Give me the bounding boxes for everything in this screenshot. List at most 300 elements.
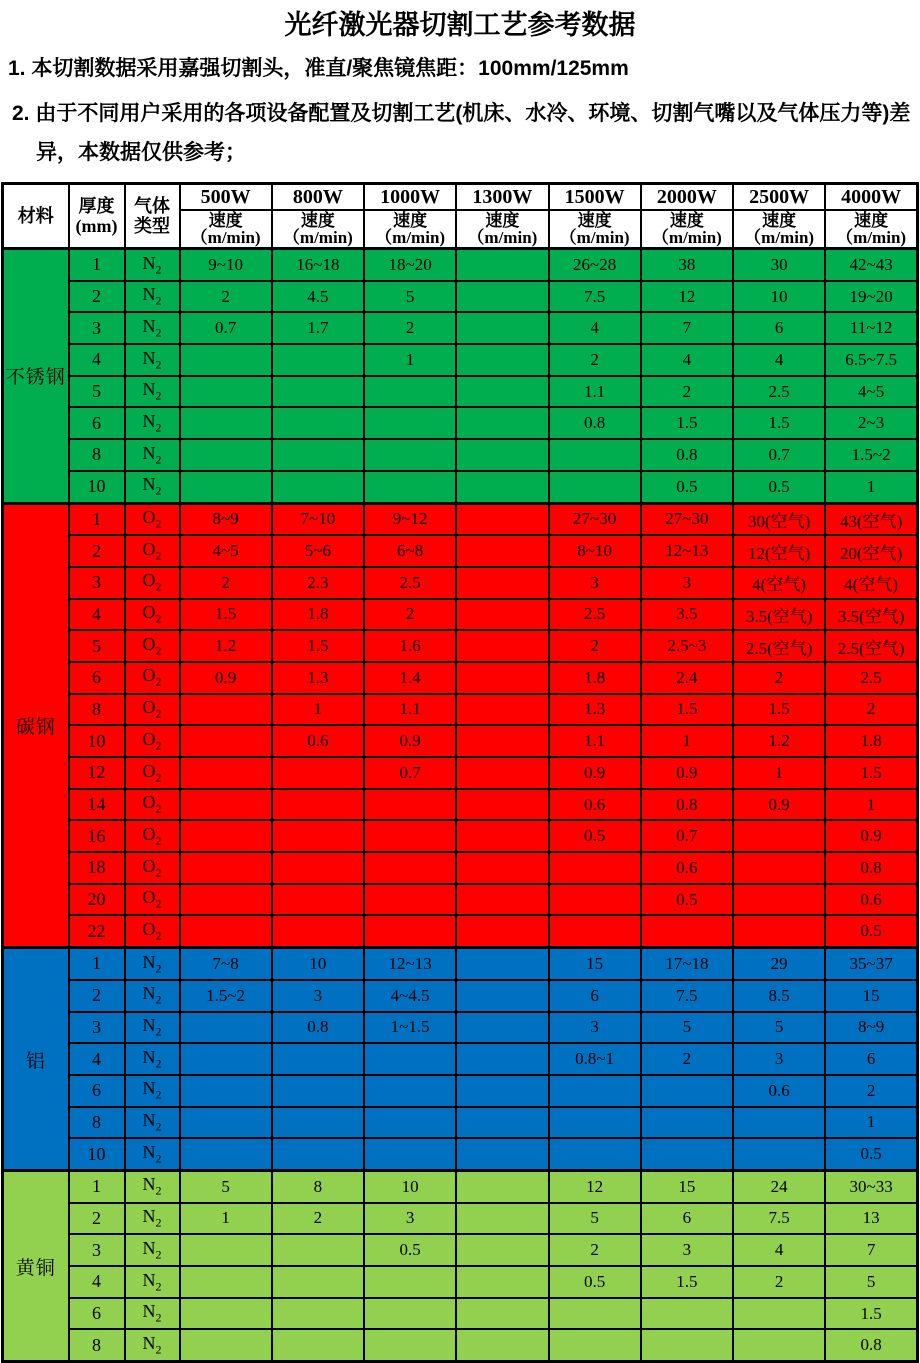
gas-subscript: 2 [155,1184,162,1199]
speed-cell: 9~10 [180,249,272,281]
speed-cell: 16~18 [272,249,364,281]
gas-cell [125,1107,180,1139]
speed-cell [180,884,272,916]
thickness-cell: 6 [69,1075,125,1107]
speed-cell [272,820,364,852]
speed-cell: 3 [641,567,733,599]
cutting-data-table [1,182,919,1363]
speed-cell: 0.8 [272,1012,364,1044]
speed-cell [456,376,548,408]
table-row [3,1170,918,1202]
gas-subscript: 2 [155,1215,162,1230]
speed-cell [364,1329,456,1361]
gas-subscript: 2 [155,452,162,467]
speed-cell [456,980,548,1012]
speed-cell [549,1075,641,1107]
speed-cell: 1 [364,344,456,376]
table-row [3,567,918,599]
speed-cell [456,884,548,916]
speed-cell [456,1203,548,1235]
speed-cell: 2.4 [641,662,733,694]
speed-cell: 1.5~2 [180,980,272,1012]
thickness-cell: 3 [69,312,125,344]
speed-cell [180,694,272,726]
gas-cell [125,1234,180,1266]
gas-symbol: O [142,728,156,749]
gas-cell [125,694,180,726]
gas-symbol: N [142,410,156,431]
speed-cell: 0.8 [641,789,733,821]
speed-cell [456,1298,548,1330]
speed-cell [272,915,364,947]
speed-cell: 1.5 [641,1266,733,1298]
gas-subscript: 2 [155,388,162,403]
speed-cell [456,535,548,567]
speed-cell: 1.3 [549,694,641,726]
gas-symbol: N [142,1141,156,1162]
thickness-cell: 5 [69,376,125,408]
speed-cell [272,439,364,471]
header-thickness [69,184,125,249]
gas-subscript: 2 [155,1342,162,1357]
notes-block [6,54,914,172]
speed-cell [180,407,272,439]
speed-cell: 7.5 [733,1203,825,1235]
gas-symbol: N [142,474,156,495]
table-row [3,1234,918,1266]
speed-cell [549,439,641,471]
speed-cell: 0.8 [641,439,733,471]
header-power-1300w: 1300W [456,184,548,211]
speed-cell: 4(空气) [825,567,917,599]
speed-cell: 1.8 [549,662,641,694]
gas-symbol: O [142,602,156,623]
thickness-cell: 3 [69,567,125,599]
gas-symbol: N [142,1269,156,1290]
gas-subscript: 2 [155,801,162,816]
speed-cell: 1 [825,471,917,503]
speed-cell: 3 [641,1234,733,1266]
speed-cell [456,1266,548,1298]
gas-subscript: 2 [155,293,162,308]
gas-cell [125,281,180,313]
thickness-cell: 1 [69,249,125,281]
table-row [3,915,918,947]
speed-cell [641,1075,733,1107]
speed-cell: 5 [180,1170,272,1202]
thickness-cell: 1 [69,948,125,980]
gas-symbol: O [142,570,156,591]
gas-subscript: 2 [155,992,162,1007]
speed-cell: 17~18 [641,948,733,980]
speed-cell: 10 [733,281,825,313]
speed-cell [549,471,641,503]
speed-cell: 0.9 [549,757,641,789]
thickness-cell: 8 [69,1329,125,1361]
speed-cell: 12(空气) [733,535,825,567]
speed-cell: 12 [549,1170,641,1202]
speed-cell: 3.5(空气) [825,599,917,631]
gas-cell [125,630,180,662]
thickness-cell: 16 [69,820,125,852]
table-row [3,630,918,662]
gas-subscript: 2 [155,1151,162,1166]
gas-subscript: 2 [155,928,162,943]
speed-cell: 1.8 [272,599,364,631]
speed-cell [549,1107,641,1139]
speed-cell [364,1138,456,1170]
gas-subscript: 2 [155,262,162,277]
gas-subscript: 2 [155,706,162,721]
gas-cell [125,439,180,471]
speed-cell: 1.2 [733,725,825,757]
speed-cell: 0.8 [825,1329,917,1361]
speed-cell [272,1138,364,1170]
gas-cell [125,980,180,1012]
speed-cell: 15 [825,980,917,1012]
speed-cell: 2~3 [825,407,917,439]
speed-cell [641,1138,733,1170]
speed-cell [180,789,272,821]
gas-subscript: 2 [155,1056,162,1071]
table-row [3,1012,918,1044]
gas-subscript: 2 [155,865,162,880]
speed-cell [641,915,733,947]
speed-cell: 4~5 [180,535,272,567]
gas-symbol: N [142,983,156,1004]
gas-subscript: 2 [155,1119,162,1134]
speed-cell: 7~10 [272,503,364,535]
speed-cell [364,915,456,947]
gas-subscript: 2 [155,1088,162,1103]
speed-cell: 1.5 [272,630,364,662]
speed-cell [364,852,456,884]
speed-cell [180,852,272,884]
header-gas-line2: 类型 [134,216,170,236]
speed-cell [456,915,548,947]
header-thickness-line2: (mm) [75,216,118,236]
speed-cell: 2 [364,312,456,344]
speed-cell: 6.5~7.5 [825,344,917,376]
speed-cell: 18~20 [364,249,456,281]
speed-cell: 4(空气) [733,567,825,599]
table-row [3,1075,918,1107]
table-row [3,471,918,503]
speed-cell: 26~28 [549,249,641,281]
speed-cell [733,884,825,916]
speed-cell: 0.9 [180,662,272,694]
speed-cell: 9~12 [364,503,456,535]
table-row [3,599,918,631]
gas-symbol: O [142,823,156,844]
speed-cell [272,1107,364,1139]
speed-cell [364,789,456,821]
speed-cell [641,1298,733,1330]
speed-cell: 0.5 [364,1234,456,1266]
speed-label: 速度 [577,211,612,230]
thickness-cell: 2 [69,1203,125,1235]
table-row [3,820,918,852]
speed-cell [456,281,548,313]
speed-cell: 7~8 [180,948,272,980]
header-speed-unit [733,210,825,249]
speed-cell: 4 [641,344,733,376]
speed-cell: 8~10 [549,535,641,567]
speed-cell: 0.8 [825,852,917,884]
speed-cell: 4~5 [825,376,917,408]
gas-cell [125,312,180,344]
table-row [3,1043,918,1075]
speed-cell [272,376,364,408]
speed-unit-label: （m/min) [559,228,630,247]
gas-cell [125,567,180,599]
table-row [3,948,918,980]
speed-unit-label: （m/min) [744,228,815,247]
speed-cell: 0.5 [549,820,641,852]
speed-unit-label: （m/min) [467,228,538,247]
speed-cell [272,1266,364,1298]
speed-cell [456,503,548,535]
speed-cell: 7.5 [641,980,733,1012]
gas-cell [125,757,180,789]
table-row [3,1298,918,1330]
gas-cell [125,1012,180,1044]
table-row [3,980,918,1012]
speed-cell [364,820,456,852]
speed-cell [364,1075,456,1107]
speed-cell [456,757,548,789]
speed-cell: 1.5 [825,1298,917,1330]
gas-subscript: 2 [155,420,162,435]
speed-cell: 1.1 [549,376,641,408]
speed-cell [180,757,272,789]
speed-cell [733,1138,825,1170]
speed-cell: 1 [272,694,364,726]
gas-subscript: 2 [155,1247,162,1262]
speed-cell: 6 [549,980,641,1012]
thickness-cell: 18 [69,852,125,884]
speed-cell: 35~37 [825,948,917,980]
gas-symbol: N [142,442,156,463]
thickness-cell: 6 [69,662,125,694]
speed-cell: 0.6 [825,884,917,916]
speed-cell [180,1107,272,1139]
speed-cell [180,1012,272,1044]
speed-cell [364,1107,456,1139]
speed-cell: 2 [733,1266,825,1298]
thickness-cell: 3 [69,1234,125,1266]
speed-cell: 2 [180,281,272,313]
speed-cell: 1.1 [549,725,641,757]
speed-cell [364,471,456,503]
speed-cell [456,852,548,884]
thickness-cell: 4 [69,344,125,376]
header-speed-unit [456,210,548,249]
header-speed-unit [272,210,364,249]
speed-cell: 2 [733,662,825,694]
thickness-cell: 8 [69,1107,125,1139]
speed-cell [272,789,364,821]
gas-symbol: O [142,633,156,654]
speed-cell: 2 [825,1075,917,1107]
speed-cell: 7 [825,1234,917,1266]
table-row [3,1138,918,1170]
speed-unit-label: （m/min) [375,228,446,247]
speed-cell: 1.5 [733,407,825,439]
speed-cell [733,820,825,852]
speed-unit-label: （m/min) [282,228,353,247]
speed-cell: 8~9 [825,1012,917,1044]
speed-label: 速度 [669,211,704,230]
speed-cell: 0.7 [180,312,272,344]
thickness-cell: 8 [69,694,125,726]
gas-cell [125,1298,180,1330]
gas-symbol: N [142,315,156,336]
speed-cell: 0.5 [641,471,733,503]
gas-subscript: 2 [155,1024,162,1039]
speed-cell: 0.5 [641,884,733,916]
gas-cell [125,249,180,281]
speed-cell [180,725,272,757]
speed-cell [180,820,272,852]
gas-cell [125,535,180,567]
thickness-cell: 4 [69,1266,125,1298]
speed-cell: 15 [641,1170,733,1202]
speed-cell [272,471,364,503]
table-body [3,249,918,1362]
table-row [3,344,918,376]
thickness-cell: 1 [69,503,125,535]
speed-cell: 2.5 [364,567,456,599]
speed-cell [733,915,825,947]
speed-cell [456,1234,548,1266]
gas-symbol: O [142,792,156,813]
speed-cell [180,344,272,376]
gas-subscript: 2 [155,896,162,911]
speed-cell: 5~6 [272,535,364,567]
speed-cell [733,1329,825,1361]
speed-cell: 29 [733,948,825,980]
material-cell: 黄铜 [3,1170,69,1361]
speed-cell [549,1298,641,1330]
speed-unit-label: （m/min) [190,228,261,247]
speed-cell [549,1329,641,1361]
gas-subscript: 2 [155,833,162,848]
speed-cell: 2 [549,1234,641,1266]
gas-subscript: 2 [155,961,162,976]
thickness-cell: 4 [69,599,125,631]
speed-cell: 10 [364,1170,456,1202]
speed-unit-label: （m/min) [651,228,722,247]
thickness-cell: 10 [69,725,125,757]
speed-cell [733,852,825,884]
speed-cell: 2.5 [825,662,917,694]
gas-subscript: 2 [155,325,162,340]
thickness-cell: 22 [69,915,125,947]
thickness-cell: 6 [69,407,125,439]
gas-cell [125,820,180,852]
thickness-cell: 14 [69,789,125,821]
speed-cell [456,567,548,599]
speed-cell [364,1298,456,1330]
gas-symbol: N [142,1015,156,1036]
header-power-4000w: 4000W [825,184,917,211]
speed-cell: 0.6 [272,725,364,757]
thickness-cell: 10 [69,471,125,503]
speed-cell: 2.5 [549,599,641,631]
gas-cell [125,1043,180,1075]
speed-cell: 7.5 [549,281,641,313]
speed-cell [364,407,456,439]
material-cell: 碳钢 [3,503,69,948]
speed-cell: 2.5(空气) [825,630,917,662]
speed-cell: 1 [733,757,825,789]
gas-subscript: 2 [155,738,162,753]
speed-cell [456,630,548,662]
speed-cell [456,725,548,757]
speed-cell: 0.6 [641,852,733,884]
speed-cell: 12 [641,281,733,313]
header-speed-unit [641,210,733,249]
gas-cell [125,1138,180,1170]
speed-cell: 1.5 [641,694,733,726]
gas-symbol: N [142,1206,156,1227]
gas-subscript: 2 [155,548,162,563]
speed-cell: 0.9 [733,789,825,821]
speed-cell [456,249,548,281]
table-row [3,1329,918,1361]
gas-cell [125,725,180,757]
speed-cell [456,439,548,471]
speed-cell [180,1075,272,1107]
gas-symbol: N [142,1078,156,1099]
speed-cell [364,1266,456,1298]
speed-cell [364,884,456,916]
gas-cell [125,789,180,821]
thickness-cell: 2 [69,980,125,1012]
gas-cell [125,503,180,535]
speed-cell [180,439,272,471]
table-row [3,407,918,439]
speed-cell: 1.2 [180,630,272,662]
header-speed-unit [549,210,641,249]
gas-subscript: 2 [155,611,162,626]
header-gas [125,184,180,249]
thickness-cell: 6 [69,1298,125,1330]
page-title: 光纤激光器切割工艺参考数据 [284,10,636,40]
header-power-1500w: 1500W [549,184,641,211]
speed-cell [549,1138,641,1170]
speed-cell: 4 [733,1234,825,1266]
speed-cell: 1 [641,725,733,757]
gas-symbol: N [142,252,156,273]
speed-cell: 1.8 [825,725,917,757]
speed-cell: 0.8 [549,407,641,439]
table-row [3,852,918,884]
speed-label: 速度 [300,211,335,230]
speed-cell [180,915,272,947]
speed-cell: 1.5 [733,694,825,726]
speed-cell: 6~8 [364,535,456,567]
speed-cell: 3.5(空气) [733,599,825,631]
gas-subscript: 2 [155,483,162,498]
speed-cell [272,1298,364,1330]
speed-cell [456,1170,548,1202]
gas-subscript: 2 [155,1279,162,1294]
table-row [3,535,918,567]
gas-subscript: 2 [155,643,162,658]
speed-label: 速度 [762,211,797,230]
